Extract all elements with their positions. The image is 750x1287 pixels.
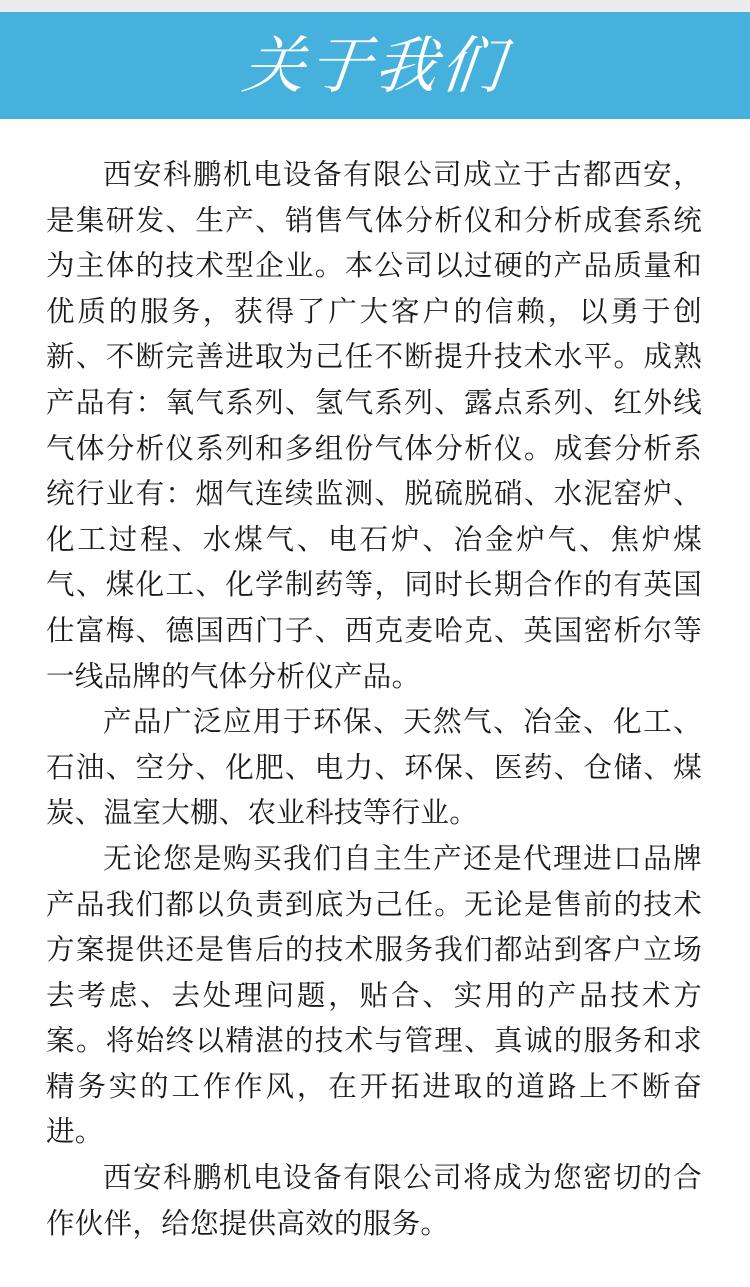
paragraph-service-commitment: 无论您是购买我们自主生产还是代理进口品牌产品我们都以负责到底为己任。无论是售前的技术方案提供还是售后的技术服务我们都站到客户立场去考虑、去处理问题，贴合、实用的产品技术方案。将始终以精湛的技术与管理、真诚的服务和求精务实的工作作风，在开拓进取的道路上不断奋进。 (46, 841, 702, 1149)
top-strip (0, 0, 750, 12)
paragraph-applications: 产品广泛应用于环保、天然气、冶金、化工、石油、空分、化肥、电力、环保、医药、仓储、煤炭、温室大棚、农业科技等行业。 (46, 705, 702, 830)
header-banner (0, 12, 750, 119)
about-content (46, 152, 702, 1246)
paragraph-partnership: 西安科鹏机电设备有限公司将成为您密切的合作伙伴，给您提供高效的服务。 (46, 1161, 702, 1240)
paragraph-company-intro: 西安科鹏机电设备有限公司成立于古都西安，是集研发、生产、销售气体分析仪和分析成套系统为主体的技术型企业。本公司以过硬的产品质量和优质的服务，获得了广大客户的信赖，以勇于创新、不断完善进取为己任不断提升技术水平。成熟产品有：氧气系列、氢气系列、露点系列、红外线气体分析仪系列和多组份气体分析仪。成套分析系统行业有：烟气连续监测、脱硫脱硝、水泥窑炉、化工过程、水煤气、电石炉、冶金炉气、焦炉煤气、煤化工、化学制药等，同时长期合作的有英国仕富梅、德国西门子、西克麦哈克、英国密析尔等一线品牌的气体分析仪产品。 (46, 158, 702, 693)
page-title: 关于我们 (239, 28, 511, 102)
